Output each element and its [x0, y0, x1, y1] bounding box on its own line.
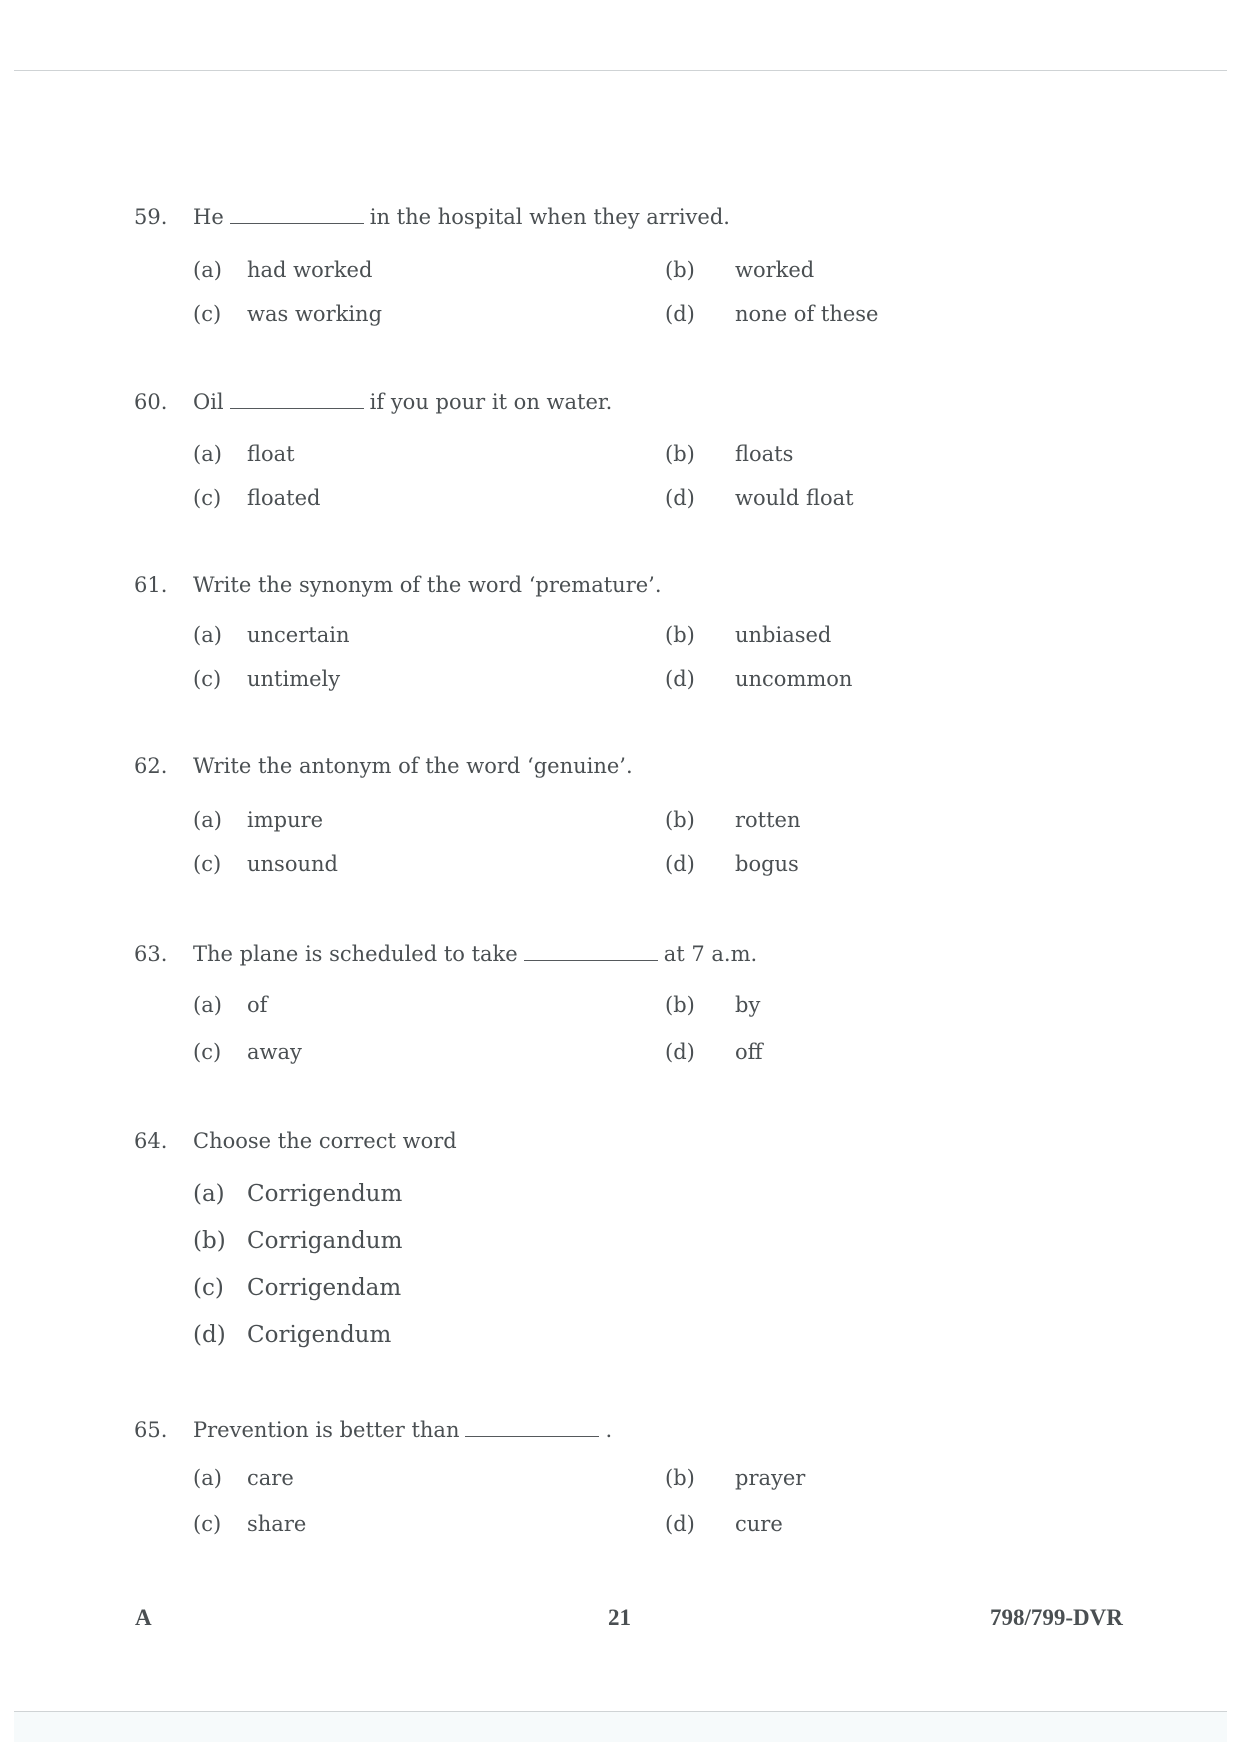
question-text: He in the hospital when they arrived.: [193, 205, 730, 229]
question-text: Prevention is better than .: [193, 1418, 613, 1442]
question-text: Write the synonym of the word ‘premature’.: [193, 573, 662, 597]
question-text: The plane is scheduled to take at 7 a.m.: [193, 942, 758, 966]
answer-blank: [465, 1418, 599, 1437]
question-number: 64.: [134, 1129, 168, 1153]
top-rule: [14, 70, 1227, 71]
question-text: Choose the correct word: [193, 1129, 457, 1153]
series-label: A: [135, 1605, 152, 1630]
question-number: 65.: [134, 1418, 168, 1442]
question-text: Write the antonym of the word ‘genuine’.: [193, 754, 633, 778]
question-number: 60.: [134, 390, 168, 414]
answer-blank: [524, 942, 658, 961]
answer-blank: [230, 205, 364, 224]
question-number: 63.: [134, 942, 168, 966]
question-text: Oil if you pour it on water.: [193, 390, 613, 414]
answer-blank: [230, 390, 364, 409]
question-number: 62.: [134, 754, 168, 778]
page-number: 21: [608, 1605, 631, 1630]
question-number: 61.: [134, 573, 168, 597]
bottom-edge: [14, 1712, 1227, 1742]
question-number: 59.: [134, 205, 168, 229]
paper-code: 798/799-DVR: [990, 1605, 1123, 1630]
